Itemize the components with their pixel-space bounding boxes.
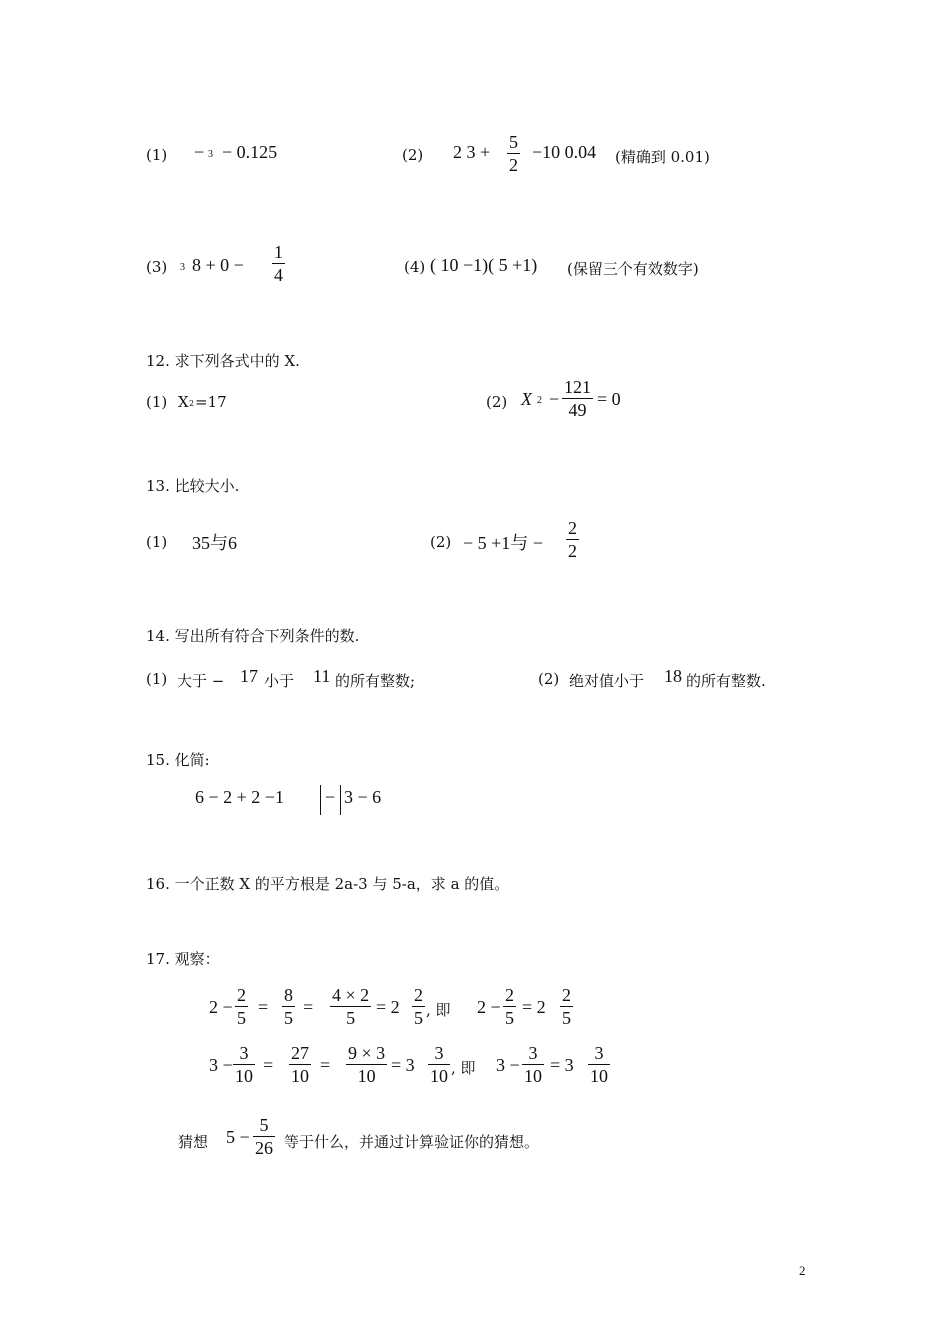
p15-abs-bar-right (340, 785, 341, 815)
p14-title: 14. 写出所有符合下列条件的数. (146, 627, 360, 645)
p17-r2-frac2: 27 10 (291, 1043, 309, 1086)
p17-r2-eq4: = 3 (550, 1055, 574, 1075)
p14-1-text-b: 小于 (264, 672, 295, 690)
p17-guess-text-a: 猜想 (178, 1133, 209, 1151)
p12-title: 12. 求下列各式中的 X. (146, 352, 300, 370)
p17-r1-frac2: 8 5 (284, 985, 293, 1028)
p11-2-fraction: 5 2 (509, 132, 518, 175)
p14-1-text-c: 的所有整数; (335, 672, 416, 690)
p12-2-fraction: 121 49 (564, 377, 591, 420)
p17-guess-text-b: 等于什么，并通过计算验证你的猜想。 (284, 1133, 540, 1151)
p11-3-label: (3) (146, 258, 168, 276)
p11-2-lead: 2 3 + (453, 142, 491, 162)
p12-1-base: X (178, 393, 189, 411)
p17-guess-fraction: 5 26 (255, 1115, 273, 1158)
p14-2-label: (2) (538, 670, 560, 688)
p14-1-label: (1) (146, 670, 168, 688)
p12-2-minus: − (549, 389, 560, 409)
p14-2-text-a: 绝对值小于 (569, 672, 645, 690)
p17-r2-frac4: 3 10 (430, 1043, 448, 1086)
p13-2-lead: − 5 +1与 − (463, 533, 543, 553)
p17-r1-frac5: 2 5 (505, 985, 514, 1028)
p13-1-label: (1) (146, 533, 168, 551)
p17-r2-ji: , 即 (451, 1059, 476, 1077)
p11-2-tail: −10 0.04 (532, 142, 597, 162)
p12-1-rest: =17 (195, 393, 227, 411)
p12-1-exp: 2 (189, 399, 195, 408)
p17-r1-frac1: 2 5 (237, 985, 246, 1028)
p17-r1-lead2: 2 − (477, 997, 501, 1017)
p17-r1-eq2: = (303, 997, 314, 1017)
p11-1-cube-index: 3 (208, 149, 213, 160)
p12-2-exp: 2 (537, 395, 542, 406)
p11-4-label: (4) (404, 258, 426, 276)
p11-1-expr: − 0.125 (222, 142, 278, 162)
p14-1-n1: 17 (240, 666, 258, 686)
p11-1-label: (1) (146, 146, 168, 164)
p12-2-label: (2) (486, 393, 508, 411)
p15-abs-bar-left (320, 785, 321, 815)
p13-title: 13. 比较大小. (146, 477, 240, 495)
p17-r1-ji: , 即 (426, 1001, 451, 1019)
p14-1-n2: 11 (313, 666, 331, 686)
p12-2-var: X (521, 389, 532, 409)
p17-r2-frac5: 3 10 (524, 1043, 542, 1086)
p15-title: 15. 化简: (146, 751, 210, 769)
p14-1-text-a: 大于 − (177, 672, 225, 690)
p11-3-lead: 8 + 0 − (192, 255, 244, 275)
p15-expr-part1: 6 − 2 + 2 −1 (195, 787, 284, 807)
p15-expr-part2: 3 − 6 (344, 787, 382, 807)
p17-r1-eq4: = 2 (522, 997, 546, 1017)
p17-r1-frac3: 4 × 2 5 (332, 985, 370, 1028)
p14-2-n: 18 (664, 666, 682, 686)
p17-r2-eq1: = (263, 1055, 274, 1075)
p17-r1-frac4: 2 5 (414, 985, 423, 1028)
p16-text: 16. 一个正数 X 的平方根是 2a-3 与 5-a，求 a 的值。 (146, 875, 510, 893)
p13-1-expr: 35与6 (192, 533, 237, 553)
p17-r1-eq3: = 2 (376, 997, 400, 1017)
p17-r2-lead: 3 − (209, 1055, 233, 1075)
p11-3-cube-index: 3 (180, 262, 185, 273)
p11-2-label: (2) (402, 146, 424, 164)
p13-2-label: (2) (430, 533, 452, 551)
p11-4-note: (保留三个有效数字) (567, 260, 699, 278)
p17-r1-eq1: = (258, 997, 269, 1017)
p17-r2-eq2: = (320, 1055, 331, 1075)
p11-1-minus: − (194, 142, 205, 162)
p15-expr-mid: − (325, 787, 336, 807)
p13-2-fraction: 2 2 (568, 518, 577, 561)
p14-2-text-b: 的所有整数. (686, 672, 766, 690)
p11-2-note: (精确到 0.01) (615, 148, 710, 166)
p12-2-tail: = 0 (597, 389, 621, 409)
p17-r2-lead2: 3 − (496, 1055, 520, 1075)
p17-r1-lead: 2 − (209, 997, 233, 1017)
p11-4-expr: ( 10 −1)( 5 +1) (430, 255, 538, 275)
p17-r2-frac3: 9 × 3 10 (348, 1043, 386, 1086)
p17-r1-frac6: 2 5 (562, 985, 571, 1028)
page-number: 2 (799, 1263, 806, 1278)
p17-r2-frac6: 3 10 (590, 1043, 608, 1086)
p17-r2-eq3: = 3 (391, 1055, 415, 1075)
p17-title: 17. 观察： (146, 950, 220, 968)
p17-guess-lead: 5 − (226, 1127, 250, 1147)
p17-r2-frac1: 3 10 (235, 1043, 253, 1086)
p12-1-label: (1) (146, 393, 168, 411)
p11-3-fraction: 1 4 (274, 242, 283, 285)
